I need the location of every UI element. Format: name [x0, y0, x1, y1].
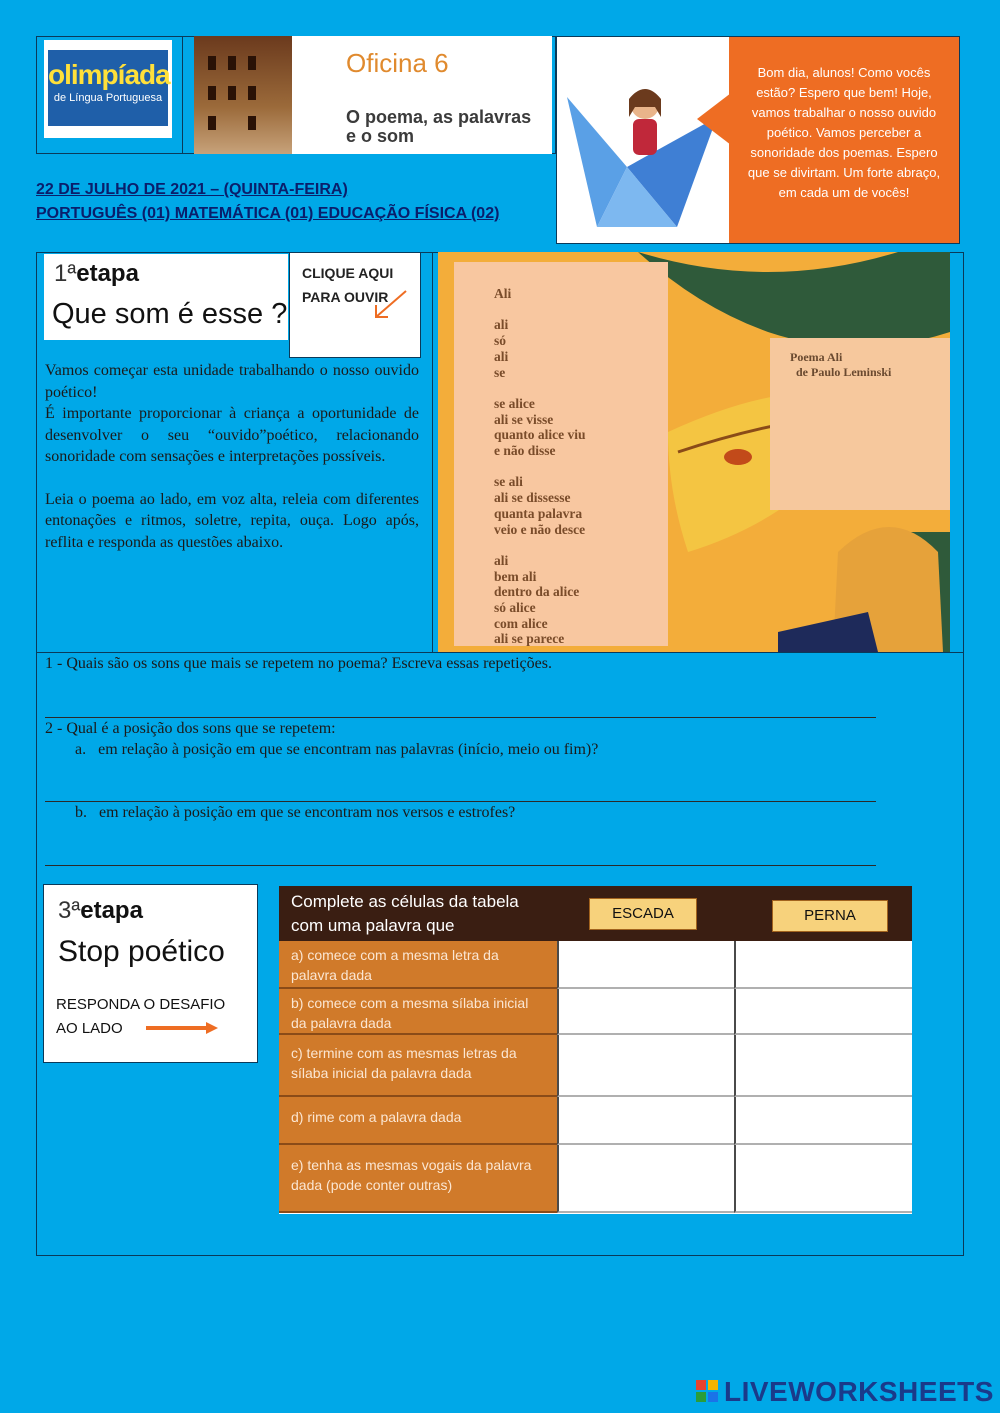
- oficina-banner: [194, 36, 552, 154]
- brand-text: LIVEWORKSHEETS: [724, 1376, 994, 1407]
- answer-cell-a-perna[interactable]: [734, 941, 912, 989]
- answer-cell-b-escada[interactable]: [557, 989, 734, 1035]
- column-divider: [432, 252, 433, 652]
- table-header: [279, 886, 912, 941]
- etapa3-title-card: [43, 884, 258, 1063]
- table-row-label: a) comece com a mesma letra da palavra dada: [279, 941, 557, 989]
- table-row-label: c) termine com as mesmas letras da sílaba inicial da palavra dada: [279, 1035, 557, 1097]
- liveworksheets-brand: [698, 1376, 994, 1408]
- intro-text: [45, 360, 419, 553]
- poem-credit-panel: [770, 338, 950, 510]
- origami-bird-avatar-icon: [567, 77, 717, 237]
- etapa1-title-card: [44, 254, 288, 340]
- oficina-title: Oficina 6: [346, 48, 449, 78]
- answer-line-1[interactable]: [45, 717, 876, 718]
- building-illustration: [194, 36, 292, 154]
- poem-panel: [454, 262, 668, 646]
- row-divider: [36, 652, 964, 653]
- table-row-label: b) comece com a mesma sílaba inicial da palavra dada: [279, 989, 557, 1035]
- intro-paragraph-1: Vamos começar esta unidade trabalhando o nosso ouvido poético!: [45, 362, 419, 401]
- etapa1-label: 1ªetapa: [54, 260, 139, 287]
- speech-tail: [697, 93, 731, 145]
- etapa1-heading: Que som é esse ?: [52, 298, 288, 330]
- answer-cell-e-escada[interactable]: [557, 1145, 734, 1213]
- stop-poetico-table: [279, 886, 912, 1214]
- answer-cell-d-perna[interactable]: [734, 1097, 912, 1145]
- question-2a: a. em relação à posição em que se encontram nas palavras (início, meio ou fim)?: [75, 741, 599, 758]
- logo-subtitle: de Língua Portuguesa: [53, 92, 163, 104]
- answer-line-2a[interactable]: [45, 801, 876, 802]
- listen-audio-button[interactable]: [289, 252, 421, 358]
- speech-bubble: Bom dia, alunos! Como vocês estão? Espero que bem! Hoje, vamos trabalhar o nosso ouvido poético. Vamos perceber a sonoridade dos poemas. Espero que se divirtam. Um forte abraço, em cada um de vocês!: [729, 37, 959, 243]
- poem-illustration: [438, 252, 950, 652]
- answer-cell-e-perna[interactable]: [734, 1145, 912, 1213]
- answer-cell-b-perna[interactable]: [734, 989, 912, 1035]
- etapa3-instruction: RESPONDA O DESAFIO AO LADO: [56, 996, 226, 1037]
- arrow-right-icon: [146, 1021, 218, 1035]
- arrow-down-left-icon: [370, 287, 410, 323]
- etapa3-heading: Stop poético: [58, 935, 225, 968]
- listen-label: CLIQUE AQUI PARA OUVIR: [302, 265, 394, 305]
- liveworksheets-logo-icon: [696, 1380, 718, 1402]
- teacher-greeting-panel: [556, 36, 960, 244]
- question-1: 1 - Quais são os sons que mais se repetem no poema? Escreva essas repetições.: [45, 655, 552, 672]
- question-2: 2 - Qual é a posição dos sons que se repetem:: [45, 720, 336, 737]
- question-2b: b. em relação à posição em que se encontram nos versos e estrofes?: [75, 804, 516, 821]
- oficina-subtitle: O poema, as palavras e o som: [346, 107, 532, 146]
- answer-cell-c-perna[interactable]: [734, 1035, 912, 1097]
- word-escada: ESCADA: [589, 898, 697, 930]
- answer-cell-a-escada[interactable]: [557, 941, 734, 989]
- etapa3-label: 3ªetapa: [58, 897, 143, 924]
- answer-cell-d-escada[interactable]: [557, 1097, 734, 1145]
- poem-credit: Poema Ali de Paulo Leminski: [790, 350, 892, 379]
- table-header-text: Complete as células da tabela com uma palavra que: [291, 892, 519, 935]
- poem-text: Ali ali só ali se se alice ali se visse quanto alice viu e não disse se ali ali se dissesse quanta palavra veio e não desce ali bem ali dentro da alice só alice com alice ali se parece: [494, 286, 586, 647]
- answer-cell-c-escada[interactable]: [557, 1035, 734, 1097]
- olimpiada-logo: [44, 40, 172, 138]
- header-divider: [182, 36, 183, 154]
- intro-paragraph-3: Leia o poema ao lado, em voz alta, releia com diferentes entonações e ritmos, soletre, repita, ouça. Logo após, reflita e responda as questões abaixo.: [45, 490, 419, 551]
- intro-paragraph-2: É importante proporcionar à criança a oportunidade de desenvolver o seu “ouvido”poético, relacionando sonoridade com sensações e interpretações possíveis.: [45, 405, 419, 465]
- answer-line-2b[interactable]: [45, 865, 876, 866]
- date-heading: 22 DE JULHO DE 2021 – (QUINTA-FEIRA): [36, 181, 348, 198]
- subjects-heading: PORTUGUÊS (01) MATEMÁTICA (01) EDUCAÇÃO FÍSICA (02): [36, 205, 500, 222]
- table-row-label: e) tenha as mesmas vogais da palavra dada (pode conter outras): [279, 1145, 557, 1213]
- word-perna: PERNA: [772, 900, 888, 932]
- table-row-label: d) rime com a palavra dada: [279, 1097, 557, 1145]
- logo-word: olimpíada: [48, 59, 170, 90]
